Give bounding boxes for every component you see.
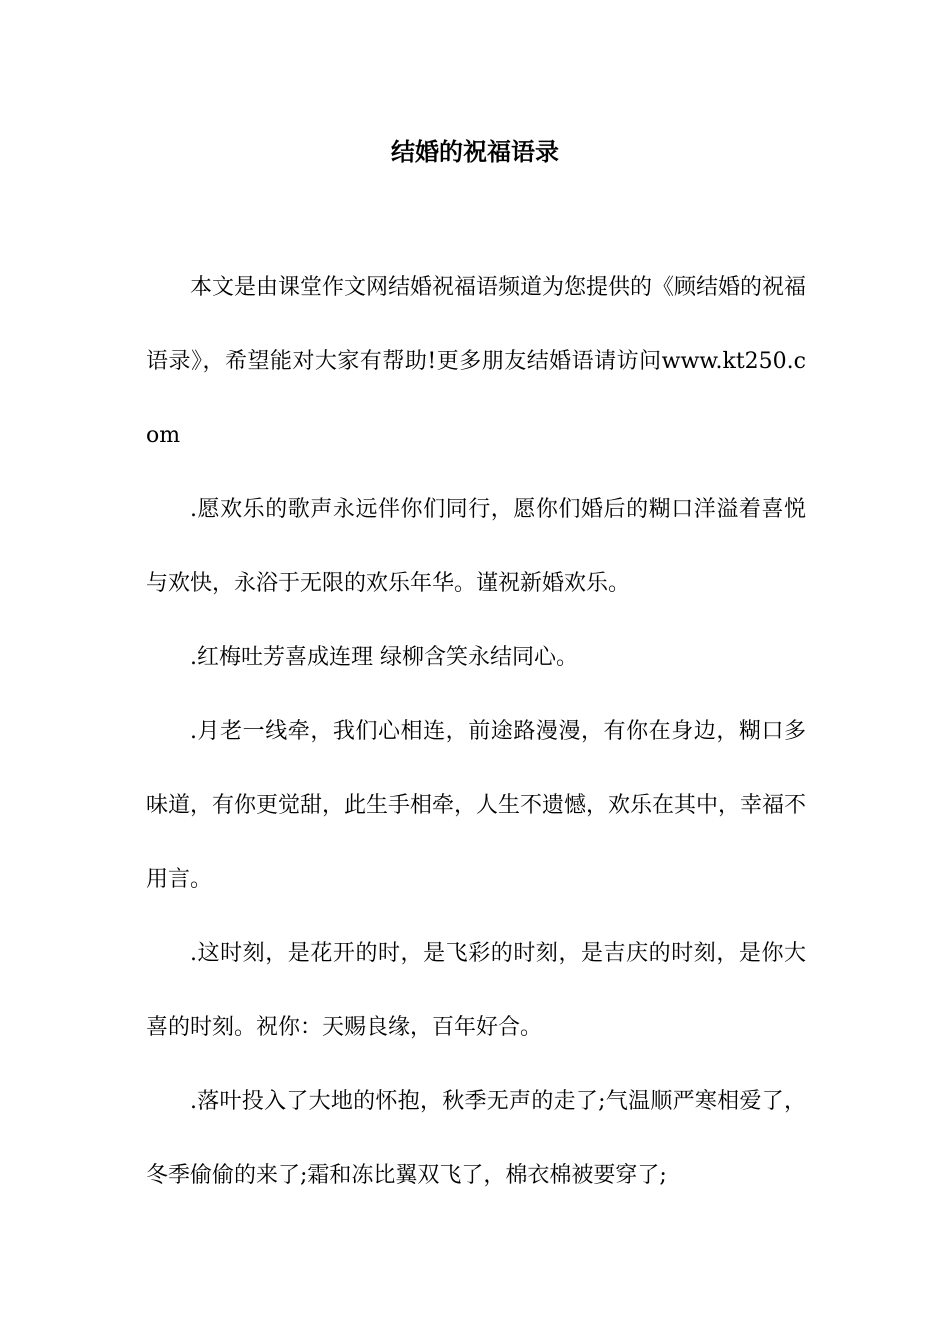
paragraph-blessing-1: .愿欢乐的歌声永远伴你们同行，愿你们婚后的糊口洋溢着喜悦与欢快，永浴于无限的欢乐年华。谨祝新婚欢乐。	[146, 497, 806, 596]
document-title: 结婚的祝福语录	[391, 137, 559, 166]
paragraph-blessing-5: .落叶投入了大地的怀抱，秋季无声的走了;气温顺严寒相爱了，冬季偷偷的来了;霜和冻比翼双飞了，棉衣棉被要穿了;	[146, 1089, 806, 1188]
paragraph-intro: 本文是由课堂作文网结婚祝福语频道为您提供的《顾结婚的祝福语录》，希望能对大家有帮助!更多朋友结婚语请访问www.kt250.com	[146, 275, 807, 448]
paragraph-blessing-2: .红梅吐芳喜成连理 绿柳含笑永结同心。	[190, 645, 578, 670]
paragraph-blessing-3: .月老一线牵，我们心相连，前途路漫漫，有你在身边，糊口多味道，有你更觉甜，此生手相牵，人生不遗憾，欢乐在其中，幸福不用言。	[146, 719, 807, 892]
document-body	[146, 251, 806, 1213]
paragraph-blessing-4: .这时刻，是花开的时，是飞彩的时刻，是吉庆的时刻，是你大喜的时刻。祝你：天赐良缘，百年好合。	[146, 941, 806, 1040]
